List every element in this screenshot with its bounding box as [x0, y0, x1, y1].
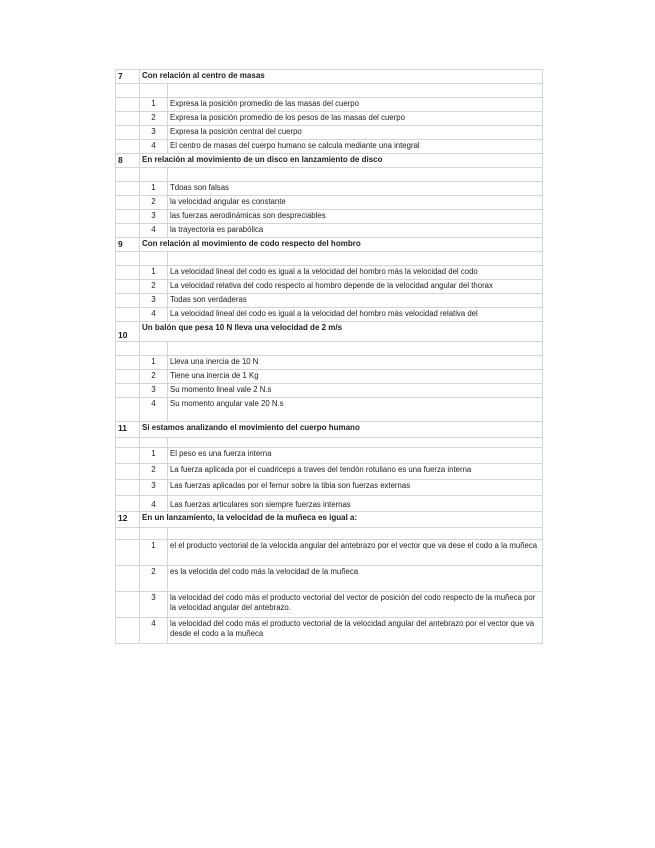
option-text: Tiene una inercia de 1 Kg	[168, 370, 543, 384]
option-row	[116, 540, 543, 566]
question-number: 7	[116, 70, 140, 84]
option-number: 3	[140, 126, 168, 140]
question-number: 9	[116, 238, 140, 252]
option-text: Las fuerzas aplicadas por el femur sobre la tibia son fuerzas externas	[168, 480, 543, 496]
option-number: 3	[140, 294, 168, 308]
option-row	[116, 182, 543, 196]
question-number: 11	[116, 422, 140, 438]
question-number: 8	[116, 154, 140, 168]
option-number: 3	[140, 592, 168, 618]
option-row	[116, 592, 543, 618]
option-number: 3	[140, 480, 168, 496]
option-row	[116, 98, 543, 112]
option-number: 1	[140, 356, 168, 370]
option-text: es la velocida del codo más la velocidad de la muñeca	[168, 566, 543, 592]
option-number: 4	[140, 308, 168, 322]
option-number: 3	[140, 210, 168, 224]
option-row	[116, 126, 543, 140]
option-number: 4	[140, 140, 168, 154]
option-row	[116, 308, 543, 322]
option-text: Todas son verdaderas	[168, 294, 543, 308]
option-row	[116, 464, 543, 480]
option-number: 4	[140, 224, 168, 238]
question-row	[116, 422, 543, 438]
spacer-row	[116, 438, 543, 448]
option-row	[116, 266, 543, 280]
option-row	[116, 480, 543, 496]
spacer-row	[116, 168, 543, 182]
question-row	[116, 512, 543, 528]
option-row	[116, 370, 543, 384]
option-text: La velocidad lineal del codo es igual a la velocidad del hombro más la velocidad del codo	[168, 266, 543, 280]
question-row	[116, 70, 543, 84]
option-number: 4	[140, 618, 168, 644]
option-text: Expresa la posición promedio de las masas del cuerpo	[168, 98, 543, 112]
spacer-row	[116, 528, 543, 540]
option-number: 2	[140, 112, 168, 126]
option-row	[116, 280, 543, 294]
option-text: Su momento lineal vale 2 N.s	[168, 384, 543, 398]
spacer-row	[116, 342, 543, 356]
option-row	[116, 496, 543, 512]
option-row	[116, 356, 543, 370]
question-text: Con relación al movimiento de codo respecto del hombro	[140, 238, 543, 252]
option-text: Tdoas son falsas	[168, 182, 543, 196]
question-row	[116, 322, 543, 342]
option-number: 1	[140, 540, 168, 566]
question-row	[116, 238, 543, 252]
option-text: la velocidad del codo más el producto vectorial de la velocidad angular del antebrazo por el vector que va desde el codo a la muñeca	[168, 618, 543, 644]
option-row	[116, 448, 543, 464]
question-text: Si estamos analizando el movimiento del cuerpo humano	[140, 422, 543, 438]
option-text: Expresa la posición promedio de los pesos de las masas del cuerpo	[168, 112, 543, 126]
option-text: el el producto vectorial de la velocida angular del antebrazo por el vector que va dese el codo a la muñeca	[168, 540, 543, 566]
option-text: Su momento angular vale 20 N.s	[168, 398, 543, 422]
question-text: En relación al movimiento de un disco en lanzamiento de disco	[140, 154, 543, 168]
option-text: la velocidad angular es constante	[168, 196, 543, 210]
option-text: La velocidad lineal del codo es igual a la velocidad del hombro más velocidad relativa del	[168, 308, 543, 322]
option-text: la velocidad del codo más el producto vectorial del vector de posición del codo respecto de la muñeca por la velocidad angular del antebrazo.	[168, 592, 543, 618]
option-number: 4	[140, 398, 168, 422]
option-row	[116, 398, 543, 422]
spacer-row	[116, 84, 543, 98]
option-row	[116, 618, 543, 644]
option-number: 1	[140, 448, 168, 464]
option-text: Las fuerzas articulares son siempre fuerzas internas	[168, 496, 543, 512]
option-text: la trayectoria es parabólica	[168, 224, 543, 238]
option-number: 2	[140, 370, 168, 384]
option-number: 2	[140, 196, 168, 210]
option-row	[116, 384, 543, 398]
option-number: 3	[140, 384, 168, 398]
option-row	[116, 196, 543, 210]
option-text: las fuerzas aerodinámicas son despreciables	[168, 210, 543, 224]
option-row	[116, 294, 543, 308]
option-row	[116, 140, 543, 154]
quiz-table	[115, 69, 543, 644]
option-number: 1	[140, 98, 168, 112]
option-text: La fuerza aplicada por el cuadriceps a traves del tendón rotuliano es una fuerza interna	[168, 464, 543, 480]
question-number: 10	[116, 322, 140, 342]
option-text: Expresa la posición central del cuerpo	[168, 126, 543, 140]
option-number: 4	[140, 496, 168, 512]
question-number: 12	[116, 512, 140, 528]
option-number: 2	[140, 464, 168, 480]
option-row	[116, 112, 543, 126]
option-row	[116, 210, 543, 224]
spacer-row	[116, 252, 543, 266]
question-row	[116, 154, 543, 168]
option-text: Lleva una inercia de 10 N	[168, 356, 543, 370]
question-text: Un balón que pesa 10 N lleva una velocidad de 2 m/s	[140, 322, 543, 342]
option-row	[116, 566, 543, 592]
option-number: 2	[140, 566, 168, 592]
option-number: 1	[140, 266, 168, 280]
option-text: El peso es una fuerza interna	[168, 448, 543, 464]
quiz-sheet	[115, 69, 542, 644]
question-text: En un lanzamiento, la velocidad de la muñeca es igual a:	[140, 512, 543, 528]
option-text: La velocidad relativa del codo respecto al hombro depende de la velocidad angular del thorax	[168, 280, 543, 294]
option-text: El centro de masas del cuerpo humano se calcula mediante una integral	[168, 140, 543, 154]
option-row	[116, 224, 543, 238]
option-number: 1	[140, 182, 168, 196]
question-text: Con relación al centro de masas	[140, 70, 543, 84]
option-number: 2	[140, 280, 168, 294]
